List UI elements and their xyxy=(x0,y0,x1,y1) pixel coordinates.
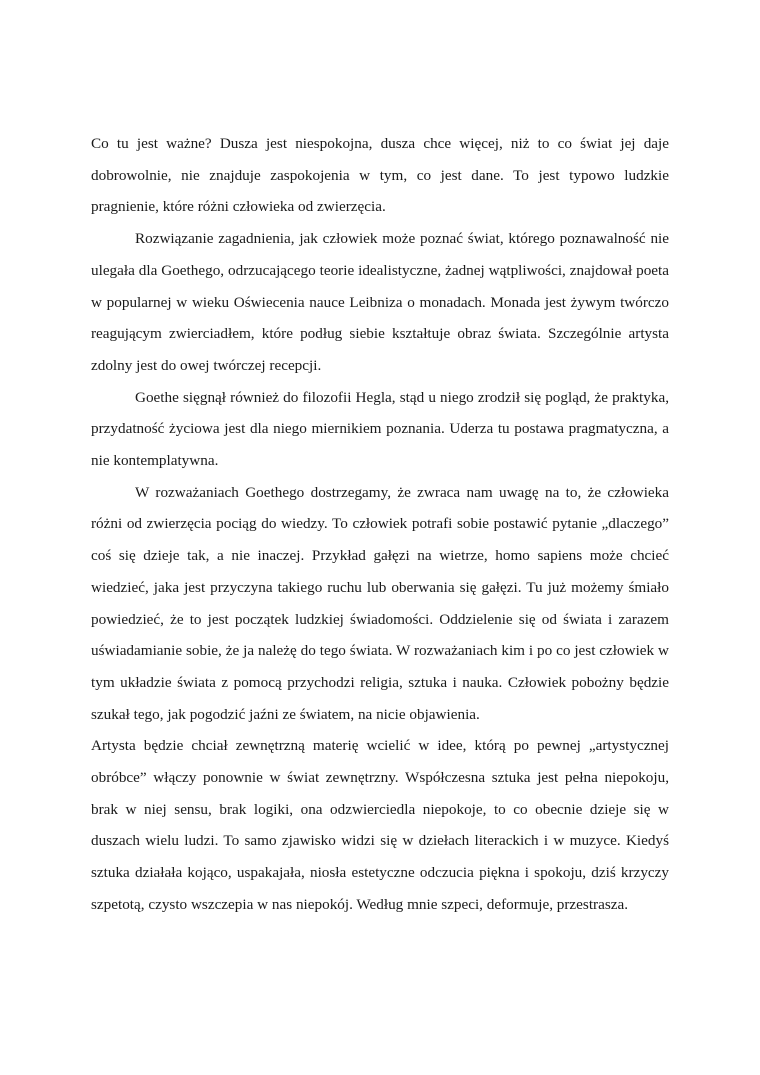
paragraph-3: Goethe sięgnął również do filozofii Hegla, stąd u niego zrodził się pogląd, że praktyka, przydatność życiowa jest dla niego miernikiem poznania. Uderza tu postawa pragmatyczna, a nie kontemplatywna. xyxy=(91,388,669,470)
paragraph-1: Co tu jest ważne? Dusza jest niespokojna, dusza chce więcej, niż to co świat jej daje dobrowolnie, nie znajduje zaspokojenia w tym, co jest dane. To jest typowo ludzkie pragnienie, które różni człowieka od zwierzęcia. xyxy=(91,135,669,216)
paragraph-2: Rozwiązanie zagadnienia, jak człowiek może poznać świat, którego poznawalność nie ulegała dla Goethego, odrzucającego teorie idealistyczne, żadnej wątpliwości, znajdował poeta w popularnej w wieku Oświecenia nauce Leibniza o monadach. Monada jest żywym twórczo reagującym zwierciadłem, które podług siebie kształtuje obraz świata. Szczególnie artysta zdolny jest do owej twórczej recepcji. xyxy=(91,230,669,374)
document-body xyxy=(91,128,669,921)
paragraph-4: W rozważaniach Goethego dostrzegamy, że zwraca nam uwagę na to, że człowieka różni od zwierzęcia pociąg do wiedzy. To człowiek potrafi sobie postawić pytanie „dlaczego” coś się dzieje tak, a nie inaczej. Przykład gałęzi na wietrze, homo sapiens może chcieć wiedzieć, jaka jest przyczyna takiego ruchu lub oberwania się gałęzi. Tu już możemy śmiało powiedzieć, że to jest początek ludzkiej świadomości. Oddzielenie się od świata i zarazem uświadamianie sobie, że ja należę do tego świata. W rozważaniach kim i po co jest człowiek w tym układzie świata z pomocą przychodzi religia, sztuka i nauka. Człowiek pobożny będzie szukał tego, jak pogodzić jaźni ze światem, na nicie objawienia. xyxy=(91,483,669,723)
paragraph-5: Artysta będzie chciał zewnętrzną materię wcielić w idee, którą po pewnej „artystycznej obróbce” włączy ponownie w świat zewnętrzny. Współczesna sztuka jest pełna niepokoju, brak w niej sensu, brak logiki, ona odzwierciedla niepokoje, to co obecnie dzieje się w duszach wielu ludzi. To samo zjawisko widzi się w dziełach literackich i w muzyce. Kiedyś sztuka działała kojąco, uspakajała, niosła estetyczne odczucia piękna i spokoju, dziś krzyczy szpetotą, czysto wszczepia w nas niepokój. Według mnie szpeci, deformuje, przestrasza. xyxy=(91,737,669,913)
